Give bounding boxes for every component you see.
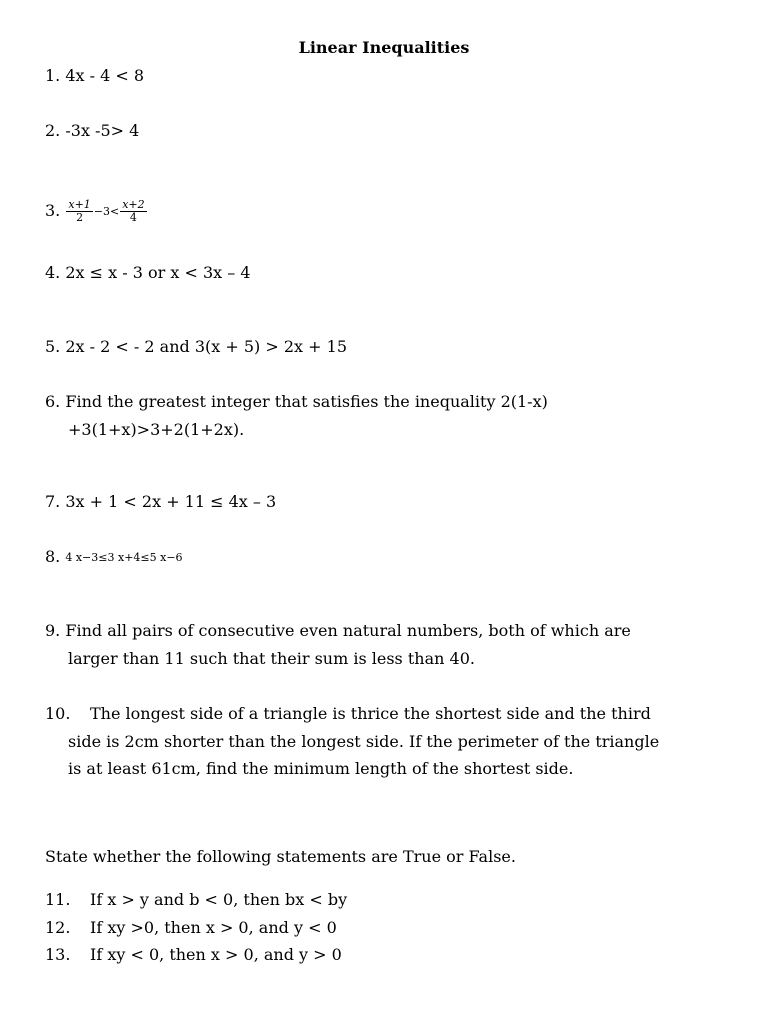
question-1 <box>45 62 735 90</box>
question-12 <box>45 914 735 942</box>
question-text: 3x + 1 < 2x + 11 ≤ 4x – 3 <box>65 492 277 511</box>
question-7 <box>45 488 735 516</box>
question-number: 8. <box>45 547 61 566</box>
fraction-numerator: x+1 <box>68 198 91 211</box>
question-text-line-2: +3(1+x)>3+2(1+2x). <box>68 419 245 439</box>
fraction-1 <box>66 199 92 224</box>
question-number: 5. <box>45 337 61 356</box>
question-text: -3x -5> 4 <box>65 121 140 140</box>
question-text: If xy < 0, then x > 0, and y > 0 <box>90 945 342 964</box>
inequality-operator: −3< <box>93 204 120 218</box>
fraction-denominator: 2 <box>76 211 84 224</box>
question-text-line-1: Find all pairs of consecutive even natural numbers, both of which are <box>65 621 631 640</box>
instruction-text: State whether the following statements are True or False. <box>45 847 516 866</box>
question-number: 13. <box>45 945 71 964</box>
question-text-line-1: The longest side of a triangle is thrice the shortest side and the third <box>90 704 651 723</box>
question-text-line-3: is at least 61cm, find the minimum length of the shortest side. <box>68 759 574 778</box>
fraction-2 <box>120 199 146 224</box>
question-number: 10. <box>45 704 71 723</box>
question-text: If x > y and b < 0, then bx < by <box>90 890 348 909</box>
question-number: 2. <box>45 121 61 140</box>
question-9 <box>45 617 735 672</box>
question-4 <box>45 259 735 287</box>
question-number: 7. <box>45 492 61 511</box>
question-text-line-2: side is 2cm shorter than the longest side. If the perimeter of the triangle <box>68 731 660 751</box>
question-number: 11. <box>45 890 71 909</box>
question-number: 3. <box>45 201 61 220</box>
question-text-line-2: larger than 11 such that their sum is less than 40. <box>68 648 475 668</box>
question-text: 2x ≤ x - 3 or x < 3x – 4 <box>65 263 251 282</box>
question-3 <box>45 197 735 225</box>
page-title: Linear Inequalities <box>298 38 470 57</box>
question-6 <box>45 388 735 443</box>
question-number: 12. <box>45 918 71 937</box>
question-13 <box>45 941 735 969</box>
question-2 <box>45 117 735 145</box>
question-5 <box>45 333 735 361</box>
question-8 <box>45 543 735 571</box>
question-11 <box>45 886 735 914</box>
question-number: 6. <box>45 392 61 411</box>
question-number: 9. <box>45 621 61 640</box>
question-text-line-1: Find the greatest integer that satisfies the inequality 2(1-x) <box>65 392 548 411</box>
question-text: 4x - 4 < 8 <box>65 66 145 85</box>
question-number: 4. <box>45 263 61 282</box>
fraction-numerator: x+2 <box>122 198 145 211</box>
question-text: If xy >0, then x > 0, and y < 0 <box>90 918 337 937</box>
question-number: 1. <box>45 66 61 85</box>
fraction-denominator: 4 <box>129 211 137 224</box>
question-text: 2x - 2 < - 2 and 3(x + 5) > 2x + 15 <box>65 337 347 356</box>
question-10 <box>45 700 735 783</box>
question-math: 4 x−3≤3 x+4≤5 x−6 <box>65 550 183 564</box>
